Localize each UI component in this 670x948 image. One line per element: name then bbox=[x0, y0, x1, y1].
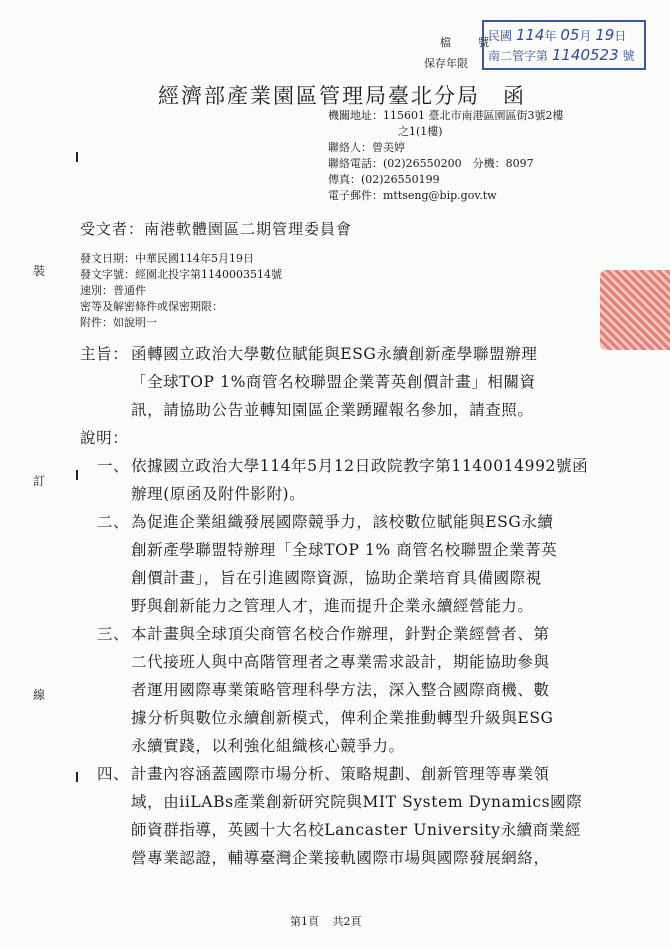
file-number-label: 檔 號 bbox=[440, 36, 497, 49]
receipt-stamp bbox=[482, 20, 646, 70]
retention-period-label: 保存年限 bbox=[424, 57, 468, 70]
confidentiality: 密等及解密條件或保密期限： bbox=[80, 300, 223, 313]
contact-person: 聯絡人：曾美婷 bbox=[328, 141, 405, 154]
delivery-speed: 速別：普通件 bbox=[80, 284, 146, 297]
explanation-item-line: 本計畫與全球頂尖商管名校合作辦理，針對企業經營者、第 bbox=[131, 625, 550, 643]
explanation-item-line: 據分析與數位永續創新模式，俾利企業推動轉型升級與ESG bbox=[131, 709, 554, 727]
margin-tick bbox=[76, 772, 78, 782]
receipt-stamp-org: 南二管字第 bbox=[488, 49, 549, 63]
explanation-item-line: 營專業認證，輔導臺灣企業接軌國際市場與國際發展網絡， bbox=[131, 849, 550, 867]
binding-mark-middle: 訂 bbox=[33, 474, 46, 488]
agency-address-cont: 之1(1樓) bbox=[398, 125, 443, 138]
subject-line: 函轉國立政治大學數位賦能與ESG永續創新產學聯盟辦理 bbox=[131, 345, 538, 363]
recipient: 受文者：南港軟體園區二期管理委員會 bbox=[80, 220, 353, 238]
receipt-stamp-number-line bbox=[488, 46, 635, 64]
receipt-stamp-day-unit: 日 bbox=[614, 29, 627, 43]
explanation-item-line: 創價計畫」，旨在引進國際資源，協助企業培育具備國際視 bbox=[131, 569, 542, 587]
binding-mark-bottom: 線 bbox=[33, 688, 46, 702]
explanation-label: 說明： bbox=[80, 429, 129, 447]
attachment: 附件：如說明一 bbox=[80, 316, 157, 329]
contact-phone: 聯絡電話：(02)26550200 分機：8097 bbox=[328, 157, 534, 170]
receipt-stamp-prefix: 民國 bbox=[488, 29, 513, 43]
document-number: 發文字號：經園北投字第1140003514號 bbox=[80, 268, 282, 281]
margin-tick bbox=[76, 470, 78, 480]
explanation-item-line: 永續實踐，以利強化組織核心競爭力。 bbox=[131, 737, 405, 755]
receipt-stamp-day: 19 bbox=[595, 26, 615, 44]
subject-line: 「全球TOP 1%商管名校聯盟企業菁英創價計畫」相關資 bbox=[131, 373, 536, 391]
explanation-item-line: 域，由iiLABs產業創新研究院與MIT System Dynamics國際 bbox=[131, 793, 583, 811]
official-seal bbox=[600, 270, 670, 350]
explanation-item-line: 野與創新能力之管理人才，進而提升企業永續經營能力。 bbox=[131, 597, 534, 615]
binding-mark-top: 裝 bbox=[33, 264, 46, 278]
receipt-stamp-year: 114 bbox=[515, 26, 545, 44]
explanation-item-number: 四、 bbox=[97, 765, 130, 783]
contact-email: 電子郵件：mttseng@bip.gov.tw bbox=[328, 189, 497, 202]
page-number: 第1頁 bbox=[290, 915, 319, 928]
receipt-stamp-suffix: 號 bbox=[622, 49, 635, 63]
issue-date: 發文日期：中華民國114年5月19日 bbox=[80, 252, 254, 265]
explanation-item-line: 創新產學聯盟特辦理「全球TOP 1% 商管名校聯盟企業菁英 bbox=[131, 541, 558, 559]
explanation-item-line: 計畫內容涵蓋國際市場分析、策略規劃、創新管理等專業領 bbox=[131, 765, 550, 783]
explanation-item-line: 辦理(原函及附件影附)。 bbox=[131, 485, 306, 503]
receipt-stamp-month: 05 bbox=[560, 26, 580, 44]
document-title: 經濟部產業園區管理局臺北分局 函 bbox=[158, 84, 526, 108]
receipt-stamp-date bbox=[488, 26, 626, 44]
explanation-item-line: 者運用國際專業策略管理科學方法，深入整合國際商機、數 bbox=[131, 681, 550, 699]
explanation-item-number: 三、 bbox=[97, 625, 130, 643]
receipt-stamp-number: 1140523 bbox=[551, 46, 619, 64]
page-total: 共2頁 bbox=[332, 915, 362, 928]
margin-tick bbox=[76, 152, 78, 162]
explanation-item-line: 二代接班人與中高階管理者之專業需求設計，期能協助參與 bbox=[131, 653, 550, 671]
receipt-stamp-month-unit: 月 bbox=[579, 29, 592, 43]
explanation-item-number: 二、 bbox=[97, 513, 130, 531]
explanation-item-number: 一、 bbox=[97, 457, 130, 475]
explanation-item-line: 師資群指導，英國十大名校Lancaster University永續商業經 bbox=[131, 821, 582, 839]
page-footer bbox=[290, 913, 362, 929]
agency-address: 機關地址：115601 臺北市南港區園區街3號2樓 bbox=[328, 109, 564, 122]
subject-label: 主旨： bbox=[80, 345, 129, 363]
contact-fax: 傳真：(02)26550199 bbox=[328, 173, 440, 186]
explanation-item-line: 為促進企業組織發展國際競爭力，該校數位賦能與ESG永續 bbox=[131, 513, 554, 531]
explanation-item-line: 依據國立政治大學114年5月12日政院教字第1140014992號函 bbox=[131, 457, 589, 475]
receipt-stamp-year-unit: 年 bbox=[544, 29, 557, 43]
subject-line: 訊，請協助公告並轉知園區企業踴躍報名參加，請查照。 bbox=[131, 401, 534, 419]
